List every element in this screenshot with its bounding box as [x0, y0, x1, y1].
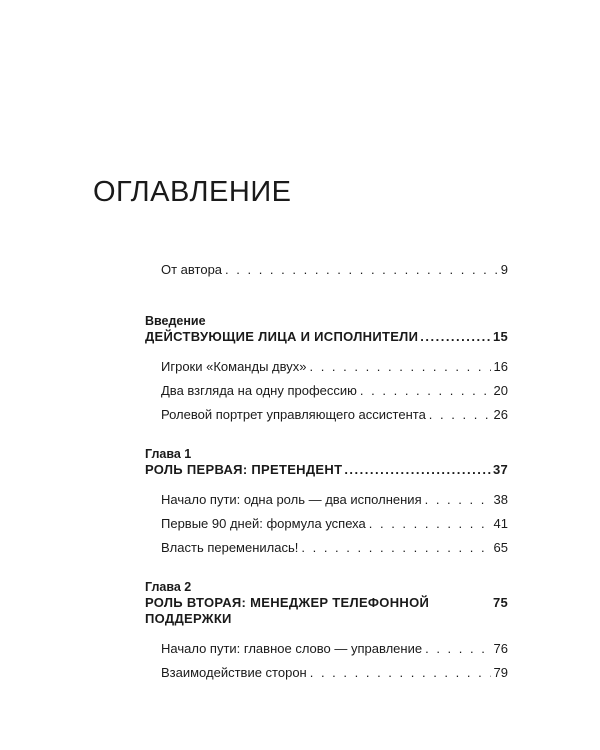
toc-part-page: 37	[492, 462, 508, 477]
toc-part-title: ДЕЙСТВУЮЩИЕ ЛИЦА И ИСПОЛНИТЕЛИ	[145, 329, 419, 344]
toc-entry-title: От автора	[161, 262, 223, 277]
dot-leader	[425, 492, 491, 508]
page-title: ОГЛАВЛЕНИЕ	[93, 176, 292, 208]
toc-entry	[161, 516, 508, 532]
table-of-contents	[145, 262, 508, 681]
toc-entry	[161, 641, 508, 657]
dot-leader	[425, 641, 490, 657]
toc-entry	[161, 383, 508, 399]
toc-entry-title: Начало пути: главное слово — управление	[161, 641, 423, 656]
toc-entry-title: Власть переменилась!	[161, 540, 299, 555]
toc-entry	[161, 359, 508, 375]
toc-entry-page: 20	[493, 383, 508, 398]
toc-entry-title: Начало пути: одна роль — два исполнения	[161, 492, 422, 507]
section-label-chapter-1: Глава 1	[145, 447, 192, 461]
toc-entry	[161, 665, 508, 681]
toc-entry-title: Игроки «Команды двух»	[161, 359, 307, 374]
toc-entry-page: 26	[493, 407, 508, 422]
toc-part-page: 75	[492, 595, 508, 610]
toc-part-chapter-1	[145, 462, 508, 478]
dot-leader	[225, 262, 498, 278]
dot-leader	[310, 665, 491, 681]
toc-entry	[161, 492, 508, 508]
toc-part-page: 15	[492, 329, 508, 344]
dot-leader	[429, 407, 491, 423]
toc-entry-author	[161, 262, 508, 278]
section-label-chapter-2: Глава 2	[145, 580, 192, 594]
toc-part-chapter-2	[145, 595, 508, 627]
toc-entry-page: 76	[493, 641, 508, 656]
toc-entry-page: 9	[500, 262, 508, 277]
dot-leader	[360, 383, 491, 399]
dot-leader	[344, 462, 491, 478]
toc-entry	[161, 407, 508, 423]
toc-entry-page: 65	[493, 540, 508, 555]
toc-entry-title: Два взгляда на одну профессию	[161, 383, 357, 398]
section-label-intro: Введение	[145, 314, 206, 328]
toc-part-intro	[145, 329, 508, 345]
toc-entry-title: Первые 90 дней: формула успеха	[161, 516, 366, 531]
toc-part-title: РОЛЬ ВТОРАЯ: МЕНЕДЖЕР ТЕЛЕФОННОЙ ПОДДЕРЖКИ	[145, 595, 430, 626]
toc-entry-page: 79	[493, 665, 508, 680]
toc-part-title: РОЛЬ ПЕРВАЯ: ПРЕТЕНДЕНТ	[145, 462, 343, 477]
toc-entry	[161, 540, 508, 556]
toc-entry-title: Взаимодействие сторон	[161, 665, 307, 680]
toc-entry-page: 41	[493, 516, 508, 531]
toc-entry-title: Ролевой портрет управляющего ассистента	[161, 407, 426, 422]
dot-leader	[369, 516, 491, 532]
toc-entry-page: 16	[493, 359, 508, 374]
toc-entry-page: 38	[493, 492, 508, 507]
dot-leader	[420, 329, 491, 345]
dot-leader	[309, 359, 490, 375]
dot-leader	[301, 540, 490, 556]
